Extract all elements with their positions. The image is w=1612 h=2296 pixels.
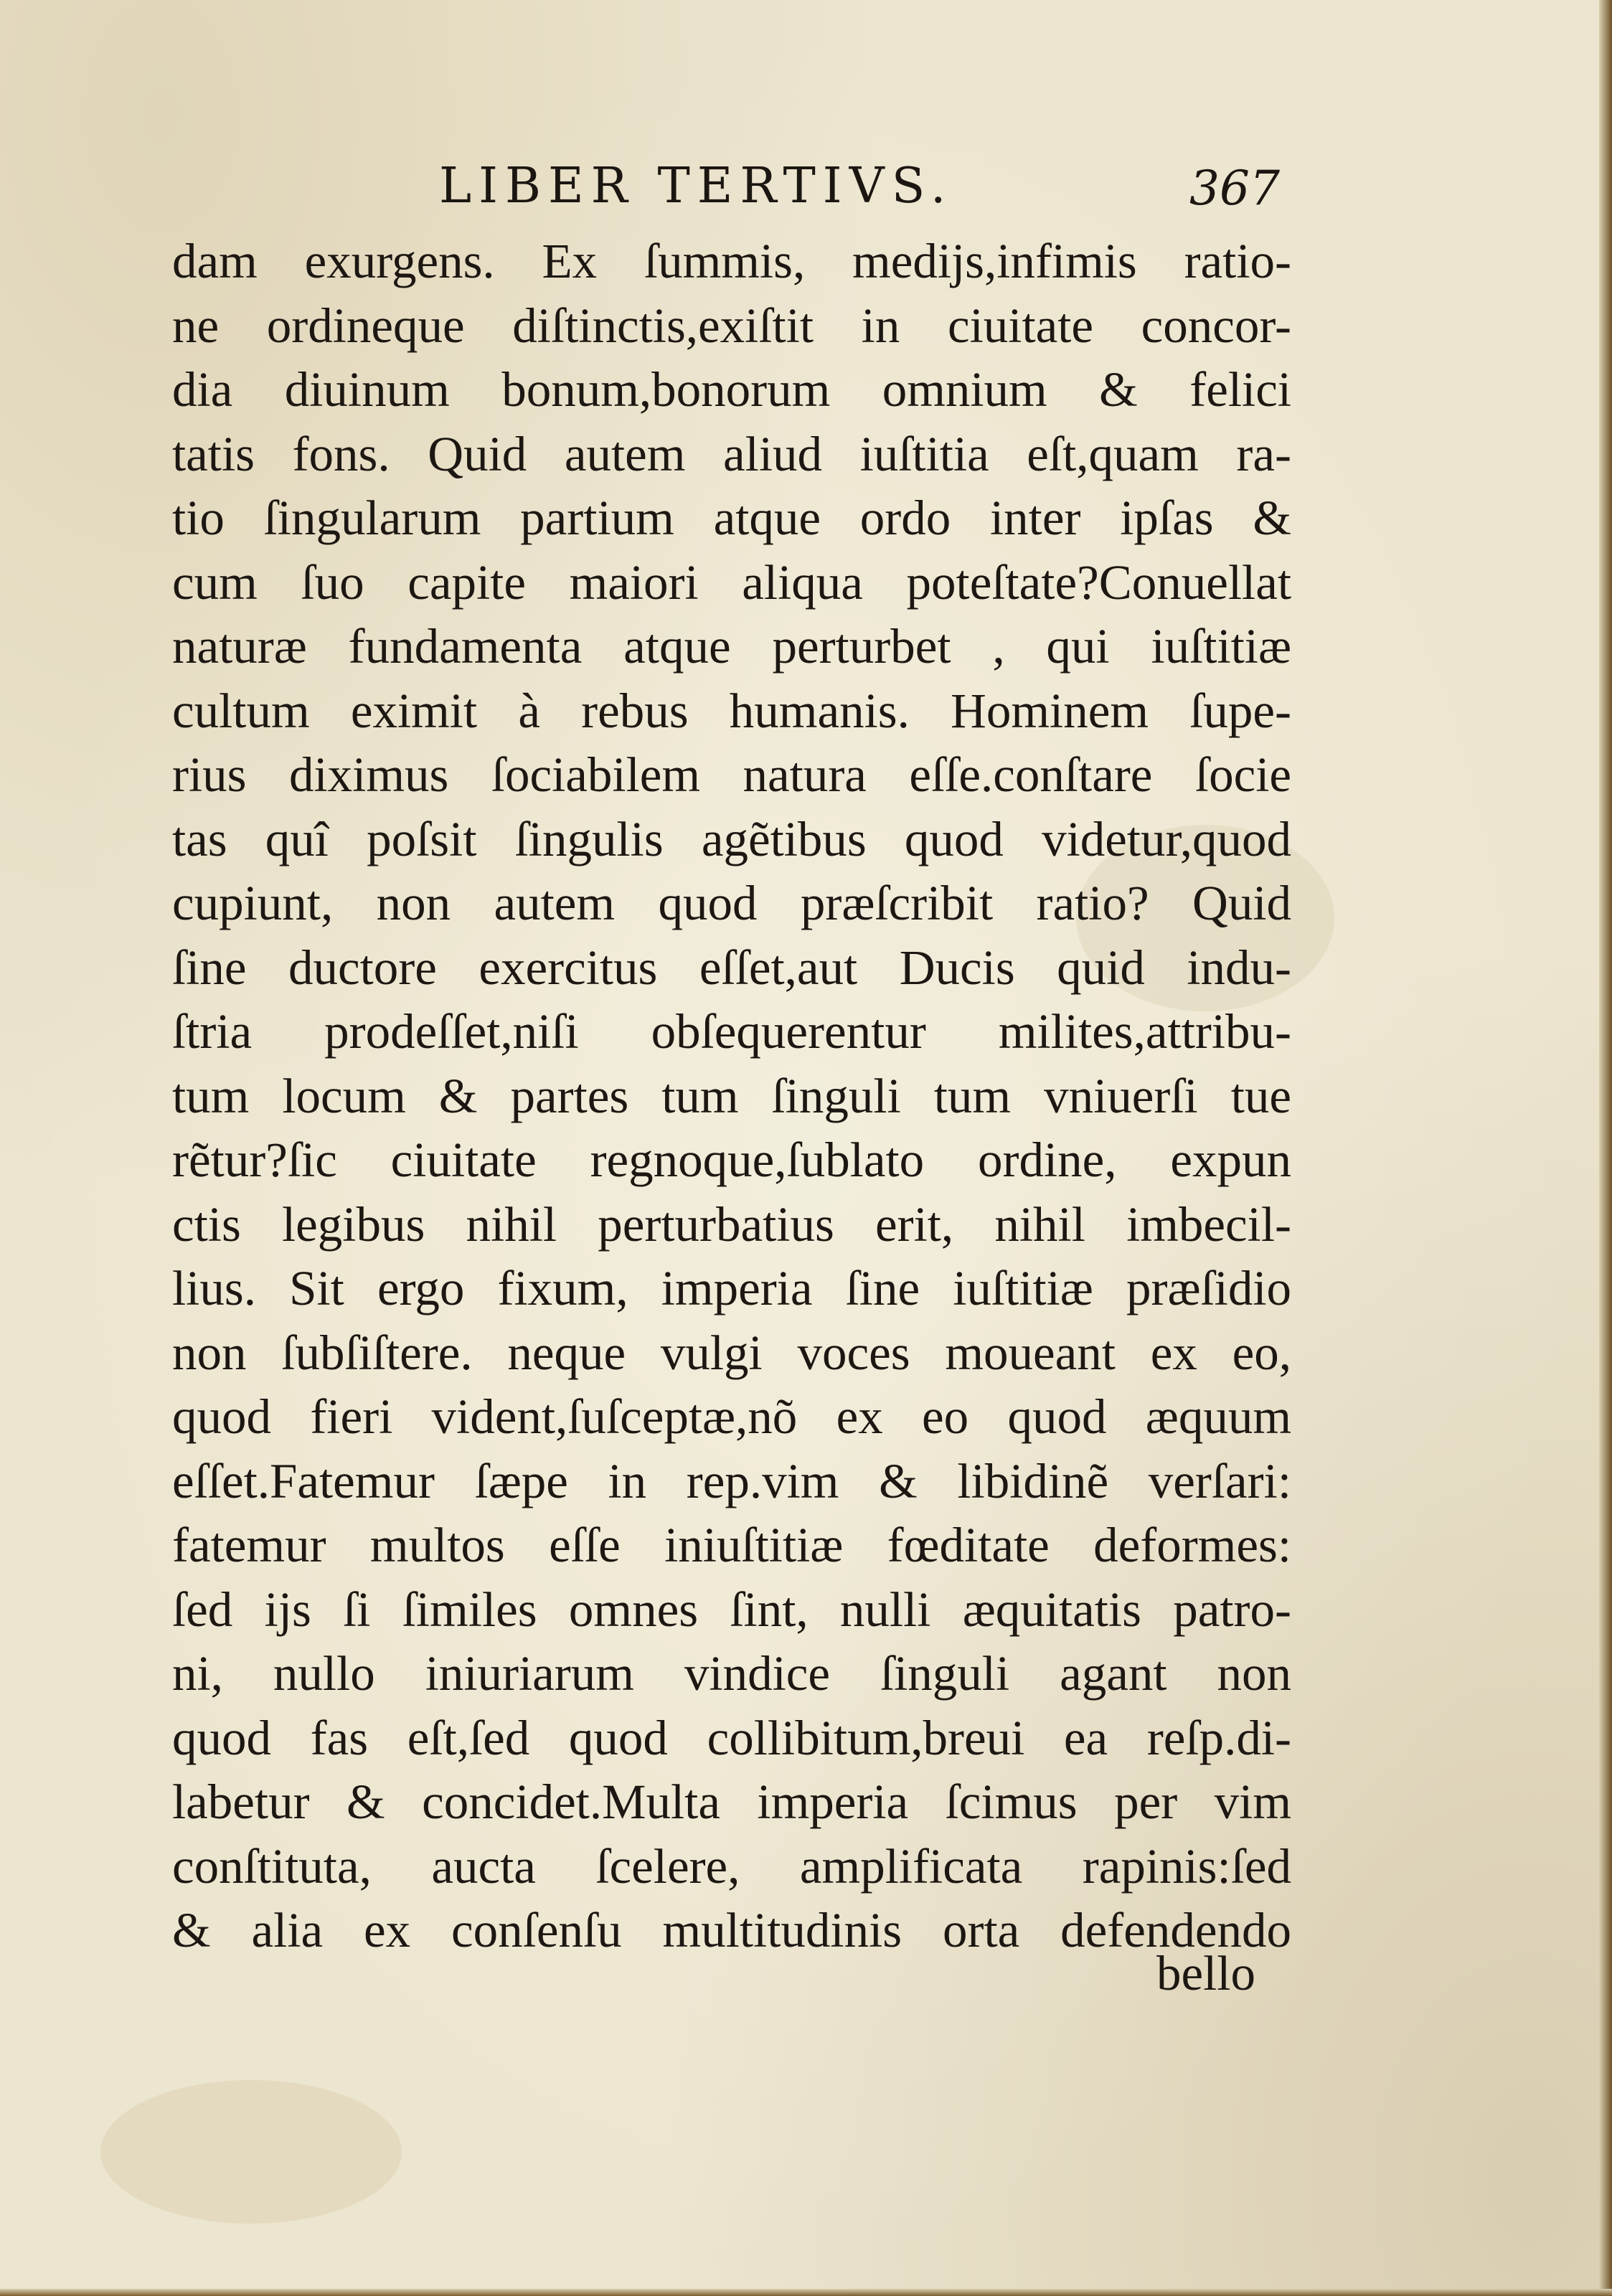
text-line: ſine ductore exercitus eſſet,aut Ducis quid indu- bbox=[172, 940, 1291, 995]
text-line: conſtituta, aucta ſcelere, amplificata rapinis:ſed bbox=[172, 1838, 1291, 1894]
catchword: bello bbox=[1156, 1946, 1255, 2000]
text-line: tum locum & partes tum ſinguli tum vniuerſi tue bbox=[172, 1068, 1291, 1123]
text-line: naturæ fundamenta atque perturbet , qui iuſtitiæ bbox=[172, 619, 1291, 674]
text-line: rẽtur?ſic ciuitate regnoque,ſublato ordine, expun bbox=[172, 1133, 1291, 1187]
text-line: ſed ijs ſi ſimiles omnes ſint, nulli æquitatis patro- bbox=[172, 1582, 1291, 1637]
text-line: ctis legibus nihil perturbatius erit, nihil imbecil- bbox=[172, 1196, 1291, 1252]
text-line: lius. Sit ergo fixum, imperia ſine iuſtitiæ præſidio bbox=[172, 1261, 1291, 1315]
running-head: LIBER TERTIVS. bbox=[439, 158, 953, 214]
text-line: dam exurgens. Ex ſummis, medijs,infimis ratio- bbox=[172, 234, 1291, 288]
text-line: cultum eximit à rebus humanis. Hominem ſupe- bbox=[172, 683, 1291, 738]
text-line: labetur & concidet.Multa imperia ſcimus per vim bbox=[172, 1775, 1291, 1829]
text-line: tas quî poſsit ſingulis agẽtibus quod videtur,quod bbox=[172, 811, 1291, 866]
text-line: ni, nullo iniuriarum vindice ſinguli agant non bbox=[172, 1646, 1291, 1701]
text-line: cupiunt, non autem quod præſcribit ratio? Quid bbox=[172, 876, 1291, 930]
text-line: tatis fons. Quid autem aliud iuſtitia eſt,quam ra- bbox=[172, 426, 1291, 481]
text-line: ne ordineque diſtinctis,exiſtit in ciuitate concor- bbox=[172, 298, 1291, 353]
page-number: 367 bbox=[1189, 161, 1280, 216]
text-line: dia diuinum bonum,bonorum omnium & felici bbox=[172, 362, 1291, 417]
paper-stain bbox=[100, 2080, 402, 2224]
text-line: eſſet.Fatemur ſæpe in rep.vim & libidinẽ verſari: bbox=[172, 1453, 1291, 1508]
text-line: cum ſuo capite maiori aliqua poteſtate?Conuellat bbox=[172, 554, 1291, 610]
text-line: fatemur multos eſſe iniuſtitiæ fœditate deformes: bbox=[172, 1518, 1291, 1572]
text-line: & alia ex conſenſu multitudinis orta defendendo bbox=[172, 1903, 1291, 1957]
text-line: non ſubſiſtere. neque vulgi voces moueant ex eo, bbox=[172, 1325, 1291, 1380]
text-line: ſtria prodeſſet,niſi obſequerentur milites,attribu- bbox=[172, 1004, 1291, 1059]
page-edge-right bbox=[1599, 0, 1612, 2296]
text-block bbox=[172, 230, 1291, 1963]
text-line: quod fas eſt,ſed quod collibitum,breui ea reſp.di- bbox=[172, 1710, 1291, 1765]
text-line: tio ſingularum partium atque ordo inter ipſas & bbox=[172, 491, 1291, 545]
text-line: quod fieri vident,ſuſceptæ,nõ ex eo quod æquum bbox=[172, 1389, 1291, 1444]
page-edge-bottom bbox=[0, 2289, 1612, 2296]
text-line: rius diximus ſociabilem natura eſſe.conſtare ſocie bbox=[172, 747, 1291, 802]
